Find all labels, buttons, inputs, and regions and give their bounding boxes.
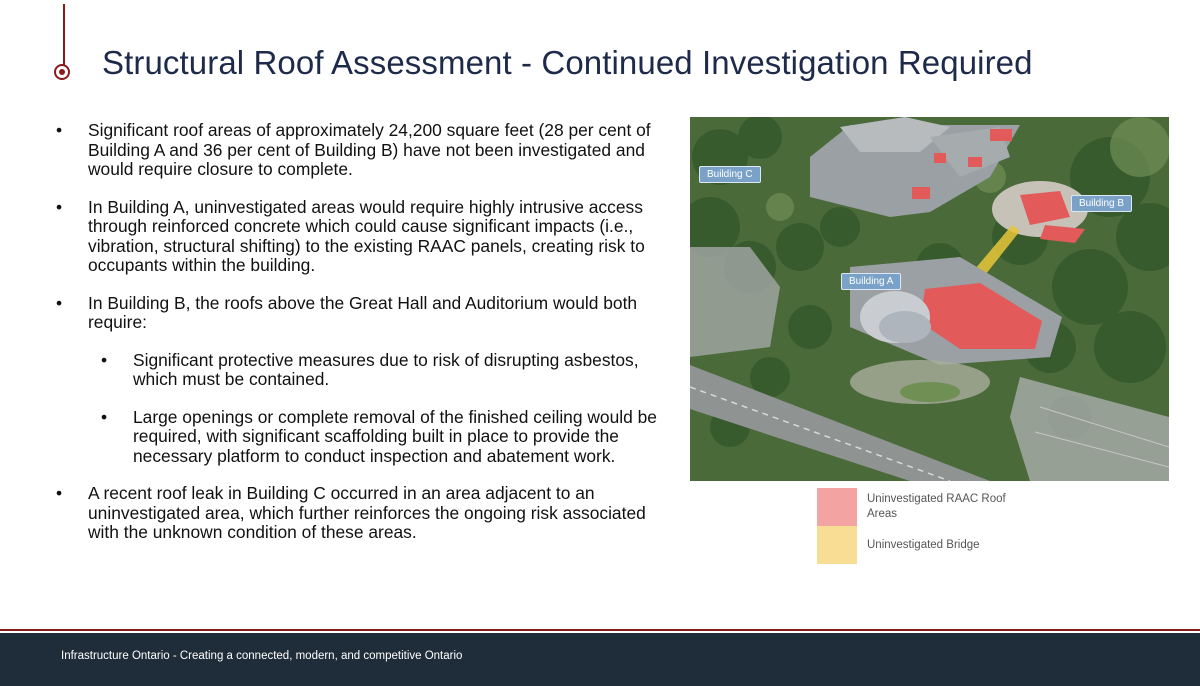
bullet-text: In Building A, uninvestigated areas would require highly intrusive access through reinforced concrete which could cause significant impacts (i.e., vibration, structural shifting) to the existing RAAC panels, creating risk to occupants within the building. (88, 196, 645, 275)
legend-label: Uninvestigated Bridge (867, 539, 980, 551)
sub-bullet-item (56, 408, 666, 467)
bullet-item (56, 121, 666, 180)
bullet-text: In Building B, the roofs above the Great Hall and Auditorium would both require: (88, 292, 638, 332)
title-accent-line (63, 4, 65, 68)
bullet-item (56, 294, 666, 467)
aerial-photo-drawing (690, 117, 1169, 481)
bullet-text: A recent roof leak in Building C occurred in an area adjacent to an uninvestigated area, which further reinforces the ongoing risk associated with the unknown condition of these areas. (88, 483, 646, 542)
legend-item (817, 526, 1037, 564)
bullet-list (56, 121, 666, 561)
footer-bar (0, 633, 1200, 686)
footer-divider (0, 629, 1200, 631)
sub-bullet-item (56, 351, 666, 390)
legend-item (817, 488, 1037, 526)
footer-text: Infrastructure Ontario - Creating a connected, modern, and competitive Ontario (61, 650, 463, 662)
legend-swatch-raac (817, 488, 857, 526)
bullet-item (56, 198, 666, 276)
building-a-label: Building A (841, 273, 901, 290)
legend-swatch-bridge (817, 526, 857, 564)
sub-bullet-text: Significant protective measures due to risk of disrupting asbestos, which must be contained. (133, 349, 639, 389)
aerial-site-photo (690, 117, 1169, 481)
sub-bullet-text: Large openings or complete removal of the finished ceiling would be required, with significant scaffolding built in place to provide the necessary platform to conduct inspection and abatement work. (133, 406, 657, 466)
bullet-item (56, 484, 666, 543)
page-title: Structural Roof Assessment - Continued Investigation Required (102, 44, 1033, 81)
legend-label: Uninvestigated RAAC Roof Areas (867, 493, 1006, 520)
title-accent-dot-icon (54, 64, 70, 80)
building-b-label: Building B (1071, 195, 1132, 212)
building-c-label: Building C (699, 166, 761, 183)
bullet-text: Significant roof areas of approximately 24,200 square feet (28 per cent of Building A and 36 per cent of Building B) have not been investigated and would require closure to complete. (88, 120, 651, 179)
map-legend (817, 488, 1037, 564)
